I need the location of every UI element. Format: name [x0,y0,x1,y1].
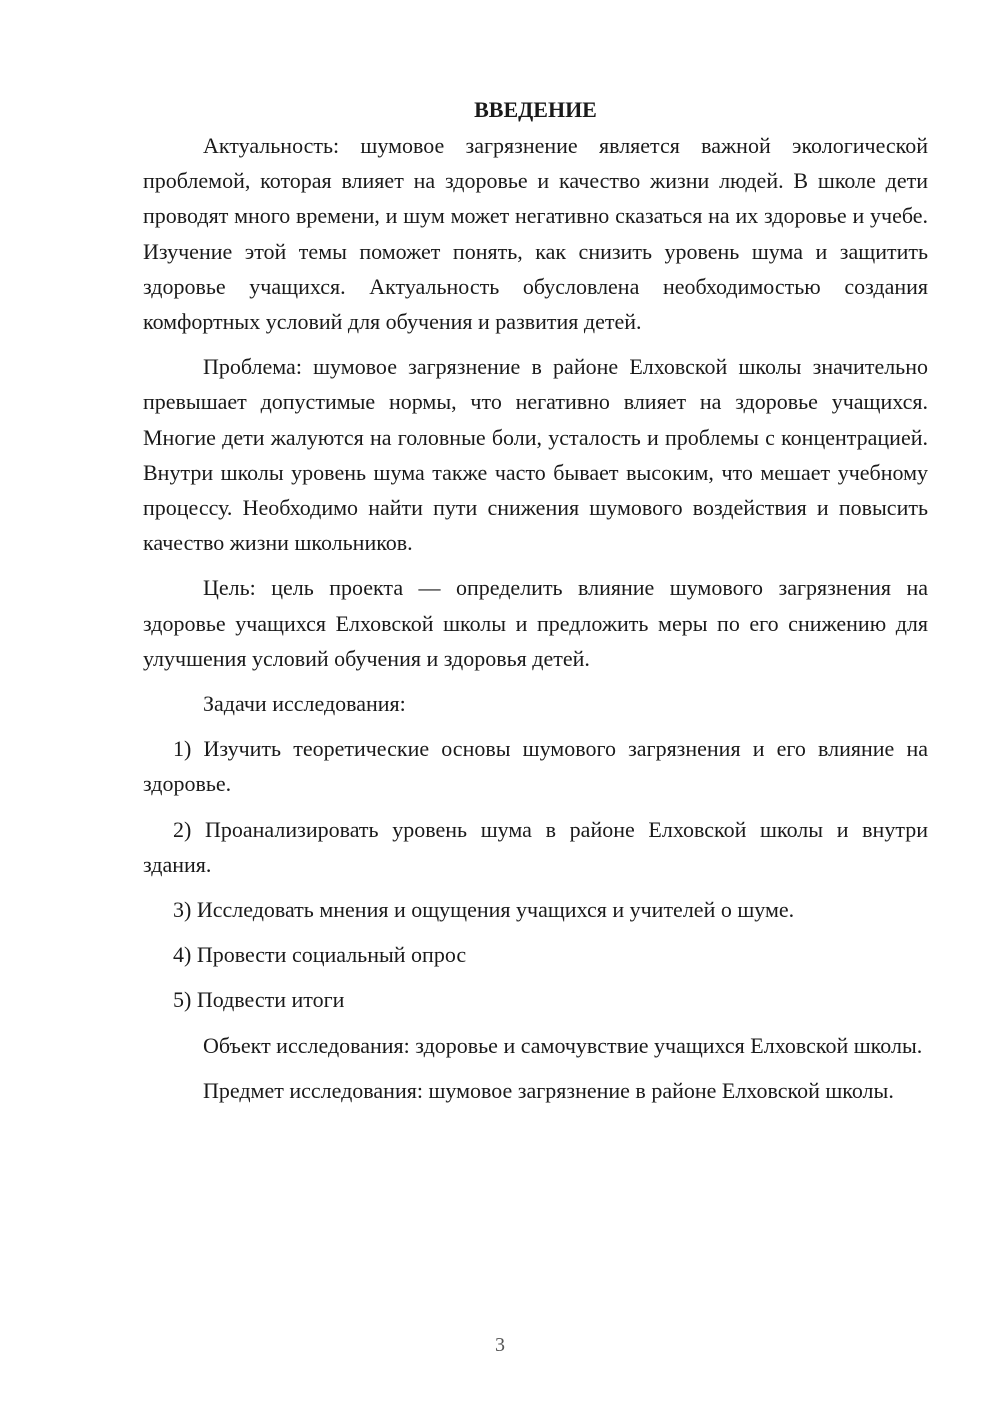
document-page [143,92,928,1118]
task-item-2: 2) Проанализировать уровень шума в районе Елховской школы и внутри здания. [143,816,928,877]
task-item-4: 4) Провести социальный опрос [173,942,467,968]
paragraph-object: Объект исследования: здоровье и самочувствие учащихся Елховской школы. [203,1032,923,1058]
page-number: 3 [495,1334,505,1356]
task-item-1: 1) Изучить теоретические основы шумового загрязнения и его влияние на здоровье. [143,736,928,797]
task-item-3: 3) Исследовать мнения и ощущения учащихся и учителей о шуме. [173,897,795,923]
paragraph-goal: Цель: цель проекта — определить влияние шумового загрязнения на здоровье учащихся Елховской школы и предложить меры по его снижению для улучшения условий обучения и здоровья детей. [143,575,928,671]
section-title: ВВЕДЕНИЕ [474,97,597,122]
paragraph-subject: Предмет исследования: шумовое загрязнение в районе Елховской школы. [203,1077,894,1103]
task-item-5: 5) Подвести итоги [173,987,345,1013]
paragraph-problem: Проблема: шумовое загрязнение в районе Елховской школы значительно превышает допустимые нормы, что негативно влияет на здоровье учащихся. Многие дети жалуются на головные боли, усталость и проблемы с концентрацией. Внутри школы уровень шума также часто бывает высоким, что мешает учебному процессу. Необходимо найти пути снижения шумового воздействия и повысить качество жизни школьников. [143,354,928,556]
paragraph-tasks-heading: Задачи исследования: [203,691,406,717]
paragraph-relevance: Актуальность: шумовое загрязнение является важной экологической проблемой, которая влияет на здоровье и качество жизни людей. В школе дети проводят много времени, и шум может негативно сказаться на их здоровье и учебе. Изучение этой темы поможет понять, как снизить уровень шума и защитить здоровье учащихся. Актуальность обусловлена необходимостью создания комфортных условий для обучения и развития детей. [143,133,928,335]
